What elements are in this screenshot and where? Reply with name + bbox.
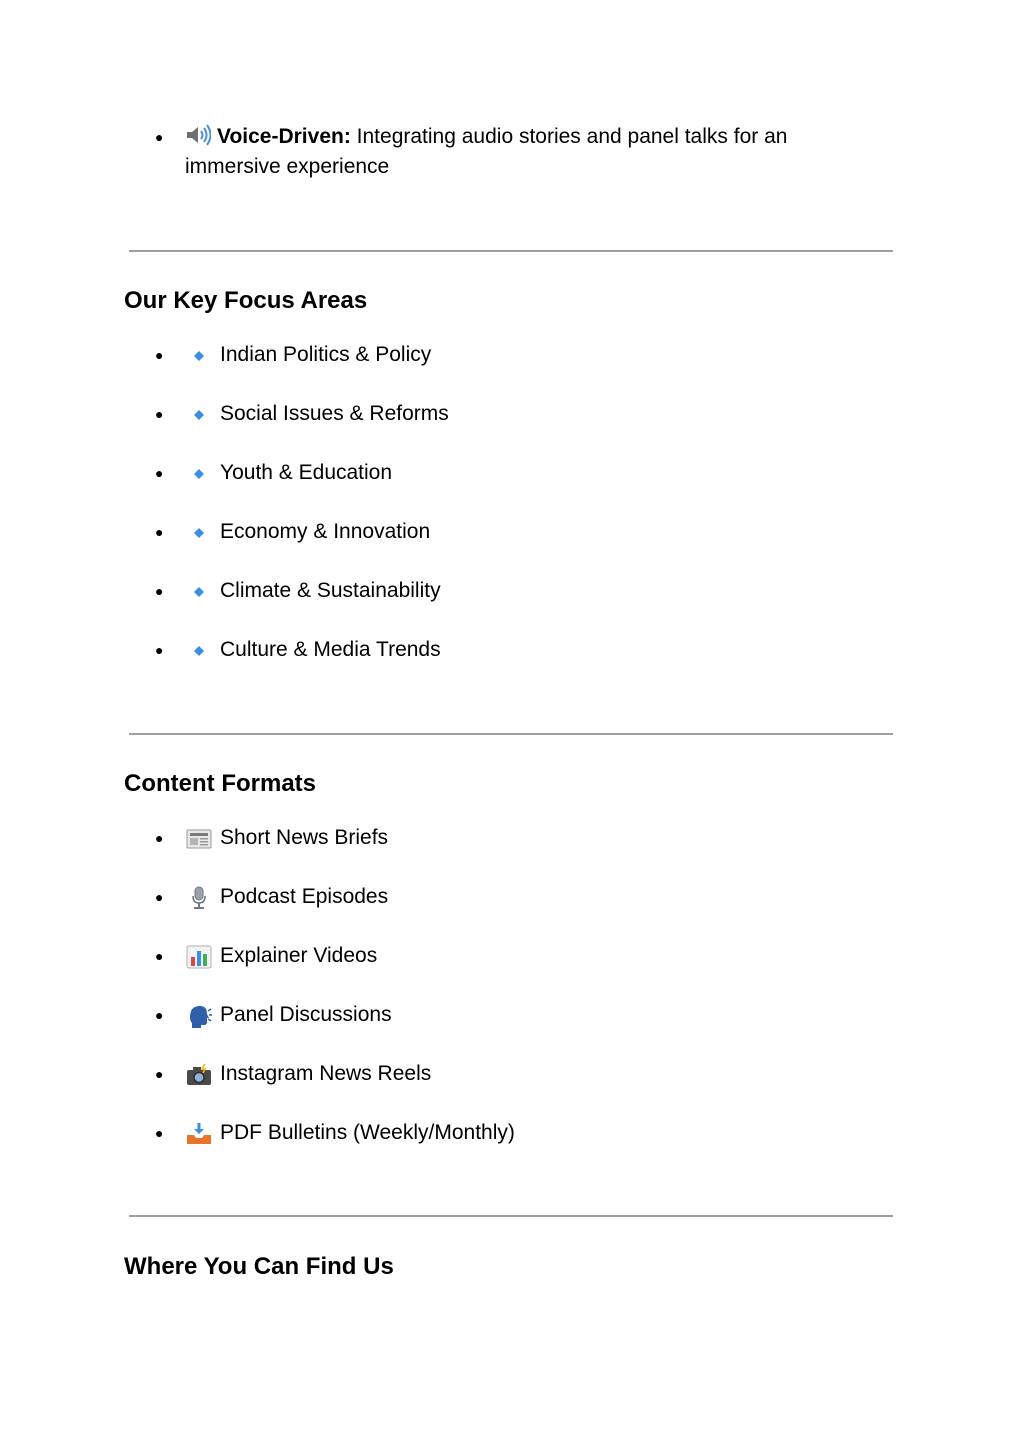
list-item (0, 576, 1024, 635)
blue-diamond-icon (186, 639, 212, 663)
bullet: ● (155, 583, 164, 599)
microphone-icon (186, 886, 212, 910)
content-formats-list (0, 823, 1024, 1177)
list-item (0, 458, 1024, 517)
bullet: ● (155, 1125, 164, 1141)
bullet: ● (155, 948, 164, 964)
blue-diamond-icon (186, 580, 212, 604)
inbox-tray-icon (186, 1122, 212, 1146)
newspaper-icon (186, 827, 212, 851)
section-divider (129, 1215, 893, 1217)
bullet: ● (155, 642, 164, 658)
list-item-label: Short News Briefs (220, 826, 389, 849)
camera-flash-icon (186, 1063, 212, 1087)
bar-chart-icon (186, 945, 212, 969)
voice-driven-item (155, 122, 875, 182)
list-item (0, 340, 1024, 399)
blue-diamond-icon (186, 462, 212, 486)
bullet: ● (155, 347, 164, 363)
list-item-label: PDF Bulletins (Weekly/Monthly) (220, 1121, 515, 1144)
list-item-label: Climate & Sustainability (220, 579, 441, 602)
focus-areas-list (0, 340, 1024, 694)
speaking-head-icon (186, 1004, 212, 1028)
bullet: ● (155, 889, 164, 905)
section-divider (129, 733, 893, 735)
speaker-icon (185, 124, 211, 146)
list-item (0, 1059, 1024, 1118)
list-item-label: Explainer Videos (220, 944, 378, 967)
list-item (0, 823, 1024, 882)
bullet: ● (155, 465, 164, 481)
bullet: ● (155, 830, 164, 846)
list-item-label: Panel Discussions (220, 1003, 392, 1026)
list-item-label: Indian Politics & Policy (220, 343, 432, 366)
content-formats-heading: Content Formats (124, 770, 316, 797)
bullet: ● (155, 1066, 164, 1082)
bullet: ● (155, 1007, 164, 1023)
list-item-label: Instagram News Reels (220, 1062, 432, 1085)
blue-diamond-icon (186, 403, 212, 427)
list-item (0, 1118, 1024, 1177)
bullet: ● (155, 129, 164, 145)
list-item (0, 1000, 1024, 1059)
list-item (0, 635, 1024, 694)
list-item (0, 517, 1024, 576)
list-item-label: Youth & Education (220, 461, 393, 484)
list-item (0, 941, 1024, 1000)
list-item-label: Social Issues & Reforms (220, 402, 449, 425)
bullet: ● (155, 406, 164, 422)
blue-diamond-icon (186, 344, 212, 368)
list-item (0, 399, 1024, 458)
blue-diamond-icon (186, 521, 212, 545)
section-divider (129, 250, 893, 252)
voice-driven-text: Integrating audio stories and panel talks for an immersive experience (185, 125, 788, 178)
list-item-label: Podcast Episodes (220, 885, 389, 908)
list-item-label: Economy & Innovation (220, 520, 431, 543)
find-us-heading: Where You Can Find Us (124, 1253, 394, 1280)
list-item-label: Culture & Media Trends (220, 638, 441, 661)
focus-areas-heading: Our Key Focus Areas (124, 287, 368, 314)
voice-driven-title: Voice-Driven: (217, 125, 351, 148)
bullet: ● (155, 524, 164, 540)
list-item (0, 882, 1024, 941)
